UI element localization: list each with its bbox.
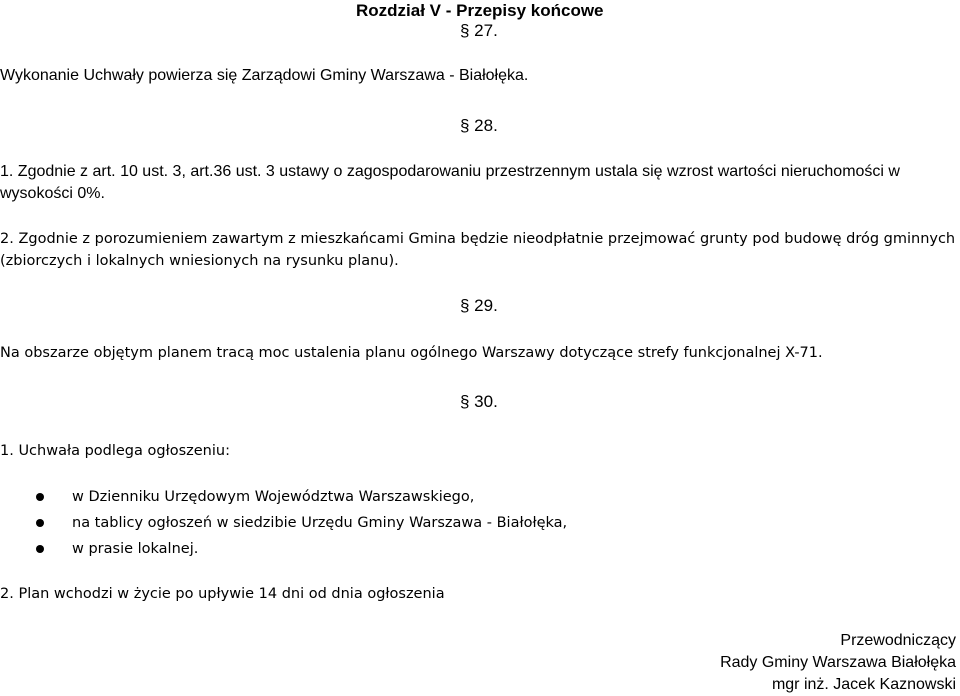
publication-list [36, 484, 567, 562]
signature-name: mgr inż. Jacek Kaznowski [771, 676, 956, 693]
list-item [36, 510, 567, 536]
paragraph-27-label: § 27. [460, 21, 498, 40]
bullet-icon [36, 519, 44, 527]
list-item-text: w Dzienniku Urzędowym Województwa Warszawskiego, [72, 489, 475, 505]
paragraph-29-text: Na obszarze objętym planem tracą moc ustalenia planu ogólnego Warszawy dotyczące strefy funkcjonalnej X-71. [0, 345, 823, 361]
signature-council: Rady Gminy Warszawa Białołęka [720, 654, 956, 671]
paragraph-28-item-2-line-1: 2. Zgodnie z porozumieniem zawartym z mieszkańcami Gmina będzie nieodpłatnie przejmować grunty pod budowę dróg gminnych [0, 231, 956, 247]
paragraph-27-text: Wykonanie Uchwały powierza się Zarządowi Gminy Warszawa - Białołęka. [0, 67, 529, 84]
list-item [36, 536, 567, 562]
list-item-text: w prasie lokalnej. [72, 541, 199, 557]
paragraph-28-label: § 28. [460, 116, 498, 135]
paragraph-30-label: § 30. [460, 392, 498, 411]
list-item-text: na tablicy ogłoszeń w siedzibie Urzędu Gminy Warszawa - Białołęka, [72, 515, 568, 531]
paragraph-28-item-2-line-2: (zbiorczych i lokalnych wniesionych na rysunku planu). [0, 253, 399, 269]
signature-role: Przewodniczący [840, 632, 956, 649]
bullet-icon [36, 545, 44, 553]
paragraph-29-label: § 29. [460, 296, 498, 315]
paragraph-30-item-1: 1. Uchwała podlega ogłoszeniu: [0, 443, 230, 459]
bullet-icon [36, 493, 44, 501]
paragraph-30-item-2: 2. Plan wchodzi w życie po upływie 14 dni od dnia ogłoszenia [0, 586, 445, 602]
paragraph-28-item-1-line-2: wysokości 0%. [0, 185, 105, 202]
chapter-title: Rozdział V - Przepisy końcowe [356, 1, 604, 20]
signature-block [720, 630, 956, 696]
paragraph-28-item-1-line-1: 1. Zgodnie z art. 10 ust. 3, art.36 ust. 3 ustawy o zagospodarowaniu przestrzennym ustala się wzrost wartości nieruchomości w [0, 163, 900, 180]
list-item [36, 484, 567, 510]
